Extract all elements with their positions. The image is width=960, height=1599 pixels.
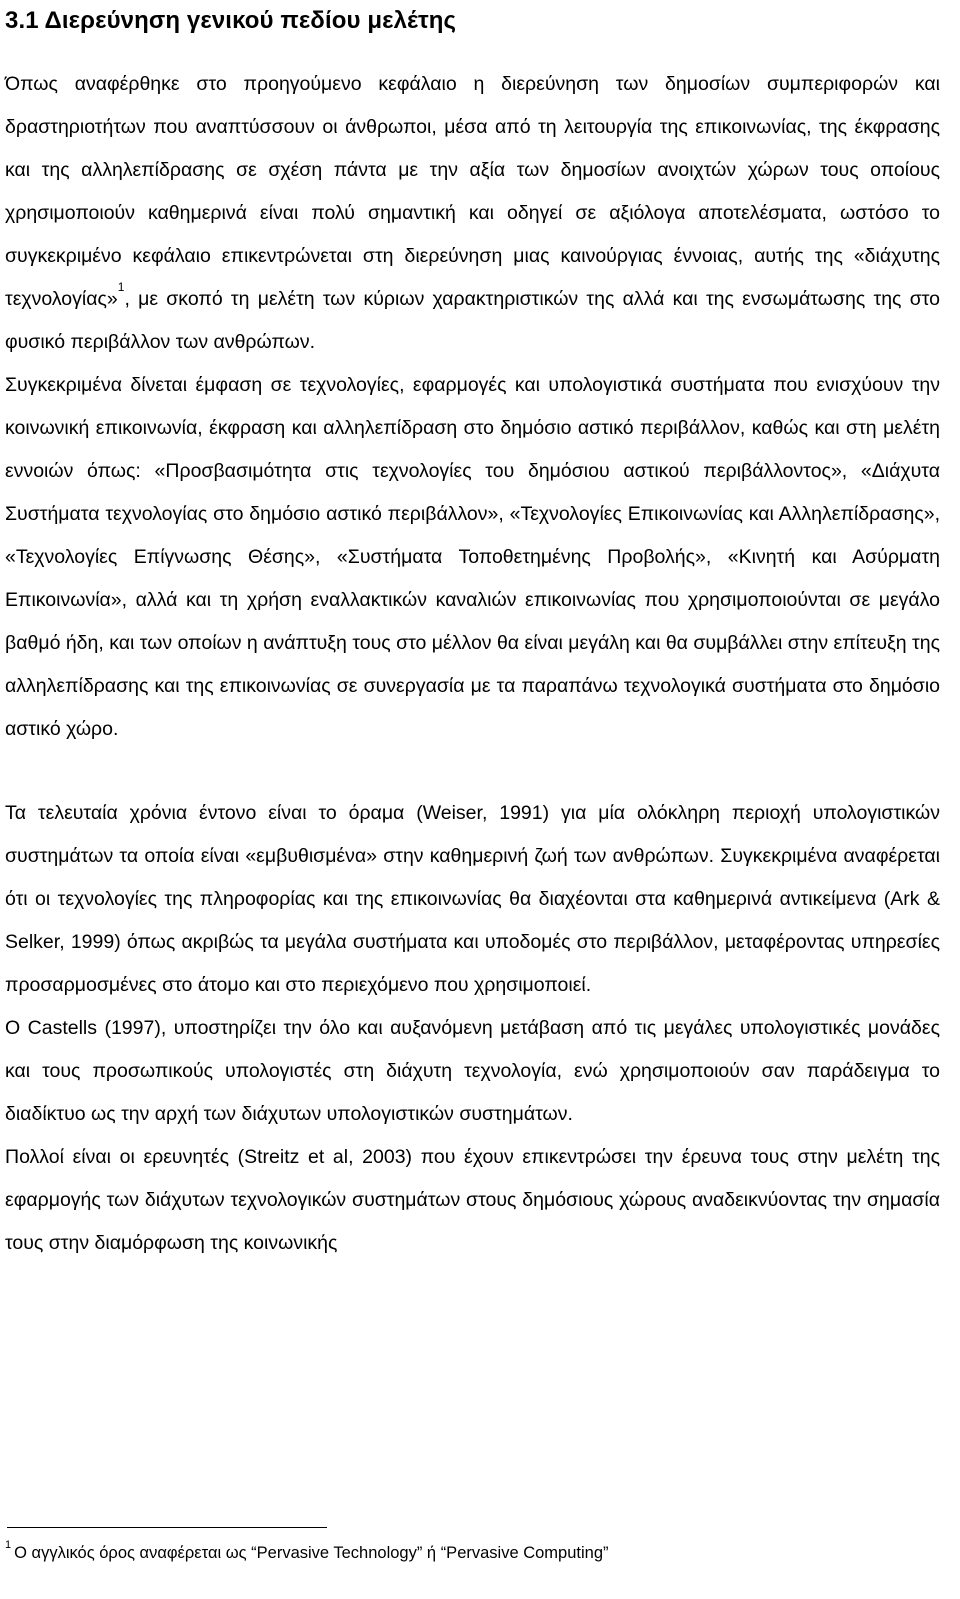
footnote-text: Ο αγγλικός όρος αναφέρεται ως “Pervasive Technology” ή “Pervasive Computing” bbox=[14, 1544, 609, 1562]
section-heading: 3.1 Διερεύνηση γενικού πεδίου μελέτης bbox=[5, 7, 457, 34]
paragraph-2: Συγκεκριμένα δίνεται έμφαση σε τεχνολογίες, εφαρμογές και υπολογιστικά συστήματα που ενισχύουν την κοινωνική επικοινωνία, έκφραση και αλληλεπίδραση στο δημόσιο αστικό περιβάλλον, καθώς και στη μελέτη εννοιών όπως: «Προσβασιμότητα στις τεχνολογίες του δημόσιου αστικού περιβάλλοντος», «Διάχυτα Συστήματα τεχνολογίας στο δημόσιο αστικό περιβάλλον», «Τεχνολογίες Επικοινωνίας και Αλληλεπίδρασης», «Τεχνολογίες Επίγνωσης Θέσης», «Συστήματα Τοποθετημένης Προβολής», «Κινητή και Ασύρματη Επικοινωνία», αλλά και τη χρήση εναλλακτικών καναλιών επικοινωνίας που χρησιμοποιούνται σε μεγάλο βαθμό ήδη, και των οποίων η ανάπτυξη τους στο μέλλον θα είναι μεγάλη και θα συμβάλλει στην επίτευξη της αλληλεπίδρασης και της επικοινωνίας σε συνεργασία με τα παραπάνω τεχνολογικά συστήματα στο δημόσιο αστικό χώρο. bbox=[5, 374, 940, 740]
paragraph-1-continuation: , με σκοπό τη μελέτη των κύριων χαρακτηριστικών της αλλά και της ενσωμάτωσης της στο φυσικό περιβάλλον των ανθρώπων. bbox=[5, 288, 940, 353]
body-text bbox=[5, 63, 940, 1265]
paragraph-4: Ο Castells (1997), υποστηρίζει την όλο και αυξανόμενη μετάβαση από τις μεγάλες υπολογιστικές μονάδες και τους προσωπικούς υπολογιστές στη διάχυτη τεχνολογία, ενώ χρησιμοποιούν σαν παράδειγμα το διαδίκτυο ως την αρχή των διάχυτων υπολογιστικών συστημάτων. bbox=[5, 1017, 940, 1125]
footnote bbox=[5, 1541, 935, 1567]
paragraph-1 bbox=[5, 63, 940, 364]
paragraph-5: Πολλοί είναι οι ερευνητές (Streitz et al, 2003) που έχουν επικεντρώσει την έρευνα τους στην μελέτη της εφαρμογής των διάχυτων τεχνολογικών συστημάτων στους δημόσιους χώρους αναδεικνύοντας την σημασία τους στην διαμόρφωση της κοινωνικής bbox=[5, 1146, 940, 1254]
footnote-divider bbox=[7, 1527, 327, 1528]
paragraph-spacer bbox=[5, 751, 940, 792]
footnote-section bbox=[5, 1527, 935, 1567]
paragraph-1-text: Όπως αναφέρθηκε στο προηγούμενο κεφάλαιο η διερεύνηση των δημοσίων συμπεριφορών και δραστηριοτήτων που αναπτύσσουν οι άνθρωποι, μέσα από τη λειτουργία της επικοινωνίας, της έκφρασης και της αλληλεπίδρασης σε σχέση πάντα με την αξία των δημοσίων ανοιχτών χώρων τους οποίους χρησιμοποιούν καθημερινά είναι πολύ σημαντική και οδηγεί σε αξιόλογα αποτελέσματα, ωστόσο το συγκεκριμένο κεφάλαιο επικεντρώνεται στη διερεύνηση μιας καινούργιας έννοιας, αυτής της «διάχυτης τεχνολογίας» bbox=[5, 73, 940, 310]
paragraph-3: Τα τελευταία χρόνια έντονο είναι το όραμα (Weiser, 1991) για μία ολόκληρη περιοχή υπολογιστικών συστημάτων τα οποία είναι «εμβυθισμένα» στην καθημερινή ζωή των ανθρώπων. Συγκεκριμένα αναφέρεται ότι οι τεχνολογίες της πληροφορίας και της επικοινωνίας θα διαχέονται στα καθημερινά αντικείμενα (Ark & Selker, 1999) όπως ακριβώς τα μεγάλα συστήματα και υποδομές στο περιβάλλον, μεταφέροντας υπηρεσίες προσαρμοσμένες στο άτομο και στο περιεχόμενο που χρησιμοποιεί. bbox=[5, 802, 940, 996]
footnote-number: 1 bbox=[5, 1539, 12, 1551]
footnote-reference[interactable]: 1 bbox=[117, 280, 125, 294]
